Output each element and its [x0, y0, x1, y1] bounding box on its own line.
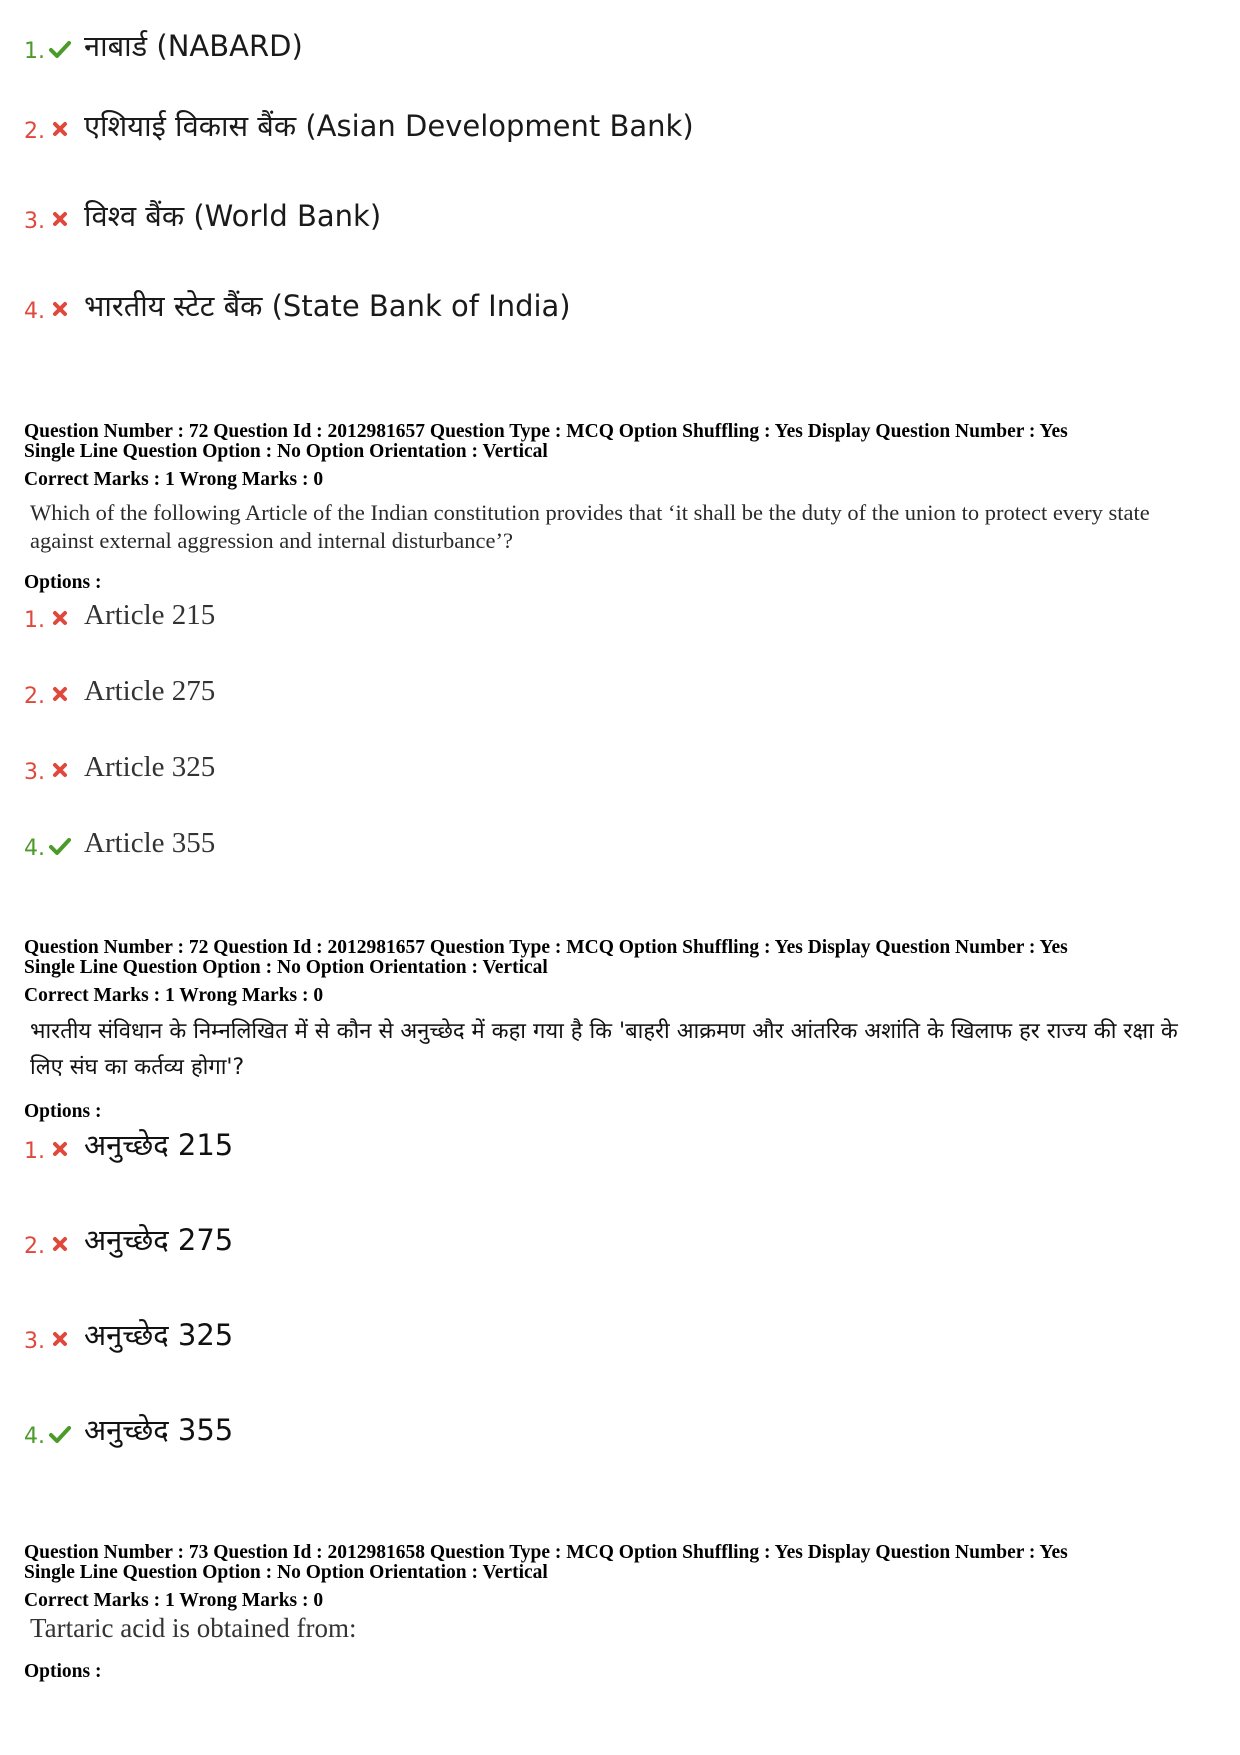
option-text: एशियाई विकास बैंक (Asian Development Bank)	[84, 109, 694, 143]
options-label: Options :	[24, 1661, 102, 1682]
option-number: 2.	[24, 683, 45, 709]
option-number: 3.	[24, 759, 45, 785]
question-text: Tartaric acid is obtained from:	[30, 1613, 357, 1643]
option-number: 4.	[24, 835, 45, 861]
option-row	[24, 1128, 233, 1163]
option-row	[24, 30, 303, 63]
cross-icon	[46, 1327, 74, 1351]
question-meta-line: Single Line Question Option : No Option Orientation : Vertical	[24, 441, 548, 462]
option-number: 2.	[24, 1233, 45, 1259]
option-row	[24, 200, 381, 233]
options-label: Options :	[24, 1101, 102, 1122]
checkmark-icon	[46, 37, 74, 61]
option-number: 1.	[24, 39, 45, 65]
cross-icon	[46, 297, 74, 321]
option-text: अनुच्छेद 325	[84, 1318, 234, 1352]
option-row	[24, 752, 215, 784]
options-label: Options :	[24, 572, 102, 593]
question-meta-line: Question Number : 72 Question Id : 2012981657 Question Type : MCQ Option Shuffling : Yes Display Question Number : Yes	[24, 421, 1068, 442]
cross-icon	[46, 606, 74, 630]
option-number: 1.	[24, 607, 45, 633]
option-number: 3.	[24, 1328, 45, 1354]
option-text: अनुच्छेद 215	[84, 1128, 234, 1162]
option-text: नाबार्ड (NABARD)	[84, 29, 303, 63]
option-text: Article 355	[84, 827, 216, 859]
checkmark-icon	[46, 834, 74, 858]
option-text: Article 275	[84, 675, 216, 707]
option-number: 4.	[24, 299, 45, 325]
cross-icon	[46, 207, 74, 231]
option-text: विश्व बैंक (World Bank)	[84, 199, 382, 233]
option-text: अनुच्छेद 275	[84, 1223, 234, 1257]
option-row	[24, 676, 215, 708]
option-row	[24, 110, 694, 143]
question-text: Which of the following Article of the Indian constitution provides that ‘it shall be the duty of the union to protect every state against external aggression and internal disturbance’?	[30, 500, 1150, 553]
cross-icon	[46, 758, 74, 782]
question-meta-line: Single Line Question Option : No Option Orientation : Vertical	[24, 957, 548, 978]
option-text: Article 215	[84, 599, 216, 631]
marks-line: Correct Marks : 1 Wrong Marks : 0	[24, 469, 324, 490]
question-meta-line: Question Number : 72 Question Id : 2012981657 Question Type : MCQ Option Shuffling : Yes Display Question Number : Yes	[24, 937, 1068, 958]
marks-line: Correct Marks : 1 Wrong Marks : 0	[24, 1590, 324, 1611]
option-text: अनुच्छेद 355	[84, 1413, 234, 1447]
option-number: 2.	[24, 119, 45, 145]
question-meta-line: Single Line Question Option : No Option Orientation : Vertical	[24, 1562, 548, 1583]
option-row	[24, 1223, 233, 1258]
option-number: 3.	[24, 209, 45, 235]
option-text: Article 325	[84, 751, 216, 783]
cross-icon	[46, 682, 74, 706]
option-row	[24, 1413, 233, 1448]
cross-icon	[46, 1137, 74, 1161]
option-number: 4.	[24, 1423, 45, 1449]
cross-icon	[46, 117, 74, 141]
option-row	[24, 290, 571, 323]
cross-icon	[46, 1232, 74, 1256]
question-meta	[24, 422, 1214, 490]
question-meta	[24, 1543, 1214, 1611]
option-number: 1.	[24, 1138, 45, 1164]
question-meta	[24, 938, 1214, 1006]
option-row	[24, 1318, 233, 1353]
checkmark-icon	[46, 1422, 74, 1446]
marks-line: Correct Marks : 1 Wrong Marks : 0	[24, 985, 324, 1006]
option-row	[24, 600, 215, 632]
question-meta-line: Question Number : 73 Question Id : 2012981658 Question Type : MCQ Option Shuffling : Yes Display Question Number : Yes	[24, 1542, 1068, 1563]
option-text: भारतीय स्टेट बैंक (State Bank of India)	[84, 289, 571, 323]
question-text: भारतीय संविधान के निम्नलिखित में से कौन से अनुच्छेद में कहा गया है कि 'बाहरी आक्रमण और आंतरिक अशांति के खिलाफ हर राज्य की रक्षा के लिए संघ का कर्तव्य होगा'?	[30, 1019, 1178, 1080]
option-row	[24, 828, 215, 860]
